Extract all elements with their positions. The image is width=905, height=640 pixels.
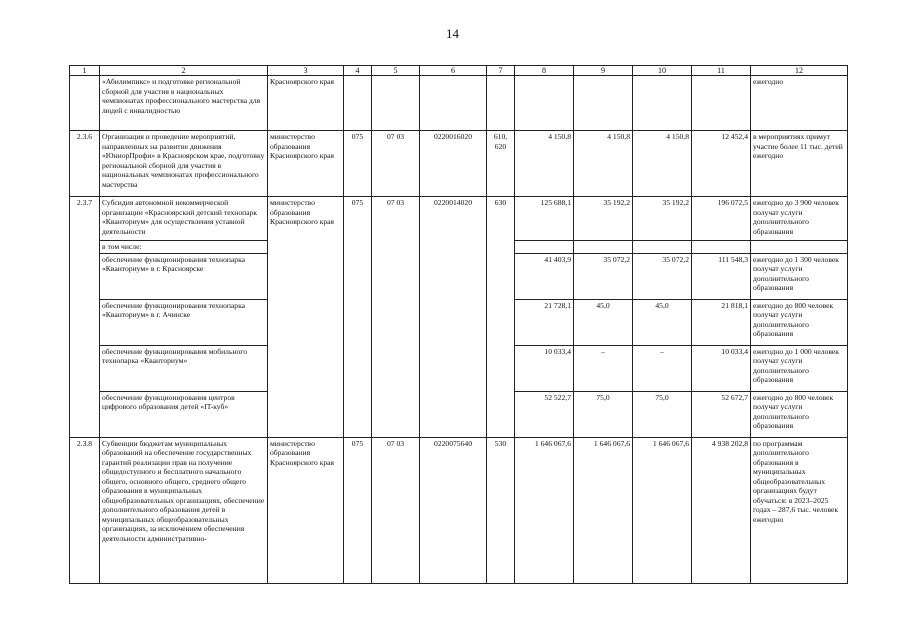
table-row-continued <box>70 76 848 131</box>
code-target: 0220075640 <box>420 437 487 583</box>
table-row-2-3-6 <box>70 131 848 197</box>
item-name: Субвенции бюджетам муниципальных образований на обеспечение государственных гарантий реализации прав на получение общедоступного и бесплатного начального общего, основного общего, среднего общего образования в муниципальных общеобразовательных организациях, обеспечение дополнительного образования детей в муниципальных общеобразовательных организациях, за исключением обеспечения деятельности административно- <box>100 437 268 583</box>
item-name: «Абилимпикс» и подготовке региональной сборной для участия в национальных чемпионатах профессионального мастерства для людей с инвалидностью <box>100 76 268 131</box>
header-cell: 5 <box>372 66 420 76</box>
amount-total: 12 452,4 <box>692 131 751 197</box>
code-section: 07 03 <box>372 197 420 438</box>
header-cell: 11 <box>692 66 751 76</box>
code-expense: 630 <box>487 197 515 438</box>
amount-cell: 125 688,1 <box>515 197 574 241</box>
code-section: 07 03 <box>372 437 420 583</box>
amount-total: 21 818,1 <box>692 299 751 345</box>
amount-total: 52 672,7 <box>692 391 751 437</box>
amount-cell: 35 072,2 <box>633 253 692 299</box>
amount-cell: 1 646 067,6 <box>574 437 633 583</box>
table-row-2-3-8 <box>70 437 848 583</box>
header-row <box>70 66 848 76</box>
result-note: ежегодно до 3 900 человек получат услуги дополнительного образования <box>751 197 848 241</box>
item-name: обеспечение функционирования центров цифрового образования детей «IT-куб» <box>100 391 268 437</box>
amount-cell: 35 072,2 <box>574 253 633 299</box>
amount-cell: 35 192,2 <box>633 197 692 241</box>
code-grbs: 075 <box>344 131 372 197</box>
row-number: 2.3.7 <box>70 197 100 438</box>
header-cell: 7 <box>487 66 515 76</box>
code-grbs: 075 <box>344 437 372 583</box>
code-expense: 610, 620 <box>487 131 515 197</box>
header-cell: 8 <box>515 66 574 76</box>
code-target: 0220014020 <box>420 197 487 438</box>
amount-cell: 45,0 <box>574 299 633 345</box>
table-row-2-3-7 <box>70 197 848 241</box>
amount-cell: 1 646 067,6 <box>515 437 574 583</box>
header-cell: 4 <box>344 66 372 76</box>
amount-cell: 1 646 067,6 <box>633 437 692 583</box>
responsible-org: Красноярского края <box>268 76 344 131</box>
header-cell: 2 <box>100 66 268 76</box>
code-target: 0220016020 <box>420 131 487 197</box>
header-cell: 9 <box>574 66 633 76</box>
amount-cell: 21 728,1 <box>515 299 574 345</box>
header-cell: 6 <box>420 66 487 76</box>
amount-cell: 4 150,8 <box>633 131 692 197</box>
row-number: 2.3.8 <box>70 437 100 583</box>
amount-cell: 52 522,7 <box>515 391 574 437</box>
item-name: обеспечение функционирования технопарка «Кванториум» в г. Красноярске <box>100 253 268 299</box>
amount-total: 4 938 202,8 <box>692 437 751 583</box>
amount-cell: 35 192,2 <box>574 197 633 241</box>
item-name: Организация и проведение мероприятий, направленных на развитие движения «ЮниорПрофи» в Красноярском крае, подготовку региональной сборной для участия в национальных чемпионатах профессионального мастерства <box>100 131 268 197</box>
amount-total: 111 548,3 <box>692 253 751 299</box>
header-cell: 3 <box>268 66 344 76</box>
result-note: ежегодно до 1 300 человек получат услуги дополнительного образования <box>751 253 848 299</box>
amount-total: 10 033,4 <box>692 345 751 391</box>
amount-cell: – <box>574 345 633 391</box>
code-section: 07 03 <box>372 131 420 197</box>
result-note: по программам дополнительного образования в муниципальных общеобразовательных организациях будут обучаться: в 2023–2025 годах – 287,6 тыс. человек ежегодно <box>751 437 848 583</box>
row-number: 2.3.6 <box>70 131 100 197</box>
amount-cell: 45,0 <box>633 299 692 345</box>
result-note: в мероприятиях примут участие более 11 тыс. детей ежегодно <box>751 131 848 197</box>
result-note: ежегодно до 1 000 человек получат услуги дополнительного образования <box>751 345 848 391</box>
responsible-org: министерство образования Красноярского края <box>268 131 344 197</box>
amount-cell: 10 033,4 <box>515 345 574 391</box>
page-number: 14 <box>446 26 459 41</box>
item-name: Субсидия автономной некоммерческой организации «Красноярский детский технопарк «Кванториум» для осуществления уставной деятельности <box>100 197 268 241</box>
result-note: ежегодно до 800 человек получат услуги дополнительного образования <box>751 391 848 437</box>
responsible-org: министерство образования Красноярского края <box>268 197 344 438</box>
item-name: обеспечение функционирования мобильного технопарка «Кванториум» <box>100 345 268 391</box>
header-cell: 12 <box>751 66 848 76</box>
amount-cell: 41 403,9 <box>515 253 574 299</box>
amount-cell: 4 150,8 <box>574 131 633 197</box>
budget-table <box>69 65 848 584</box>
amount-total: 196 072,5 <box>692 197 751 241</box>
code-expense: 530 <box>487 437 515 583</box>
code-grbs: 075 <box>344 197 372 438</box>
amount-cell: – <box>633 345 692 391</box>
amount-cell: 4 150,8 <box>515 131 574 197</box>
in-that-number-label: в том числе: <box>100 241 268 254</box>
responsible-org: министерство образования Красноярского края <box>268 437 344 583</box>
result-note: ежегодно до 800 человек получат услуги дополнительного образования <box>751 299 848 345</box>
header-cell: 10 <box>633 66 692 76</box>
amount-cell: 75,0 <box>574 391 633 437</box>
result-note: ежегодно <box>751 76 848 131</box>
amount-cell: 75,0 <box>633 391 692 437</box>
item-name: обеспечение функционирования технопарка «Кванториум» в г. Ачинске <box>100 299 268 345</box>
header-cell: 1 <box>70 66 100 76</box>
row-number-cell <box>70 76 100 131</box>
